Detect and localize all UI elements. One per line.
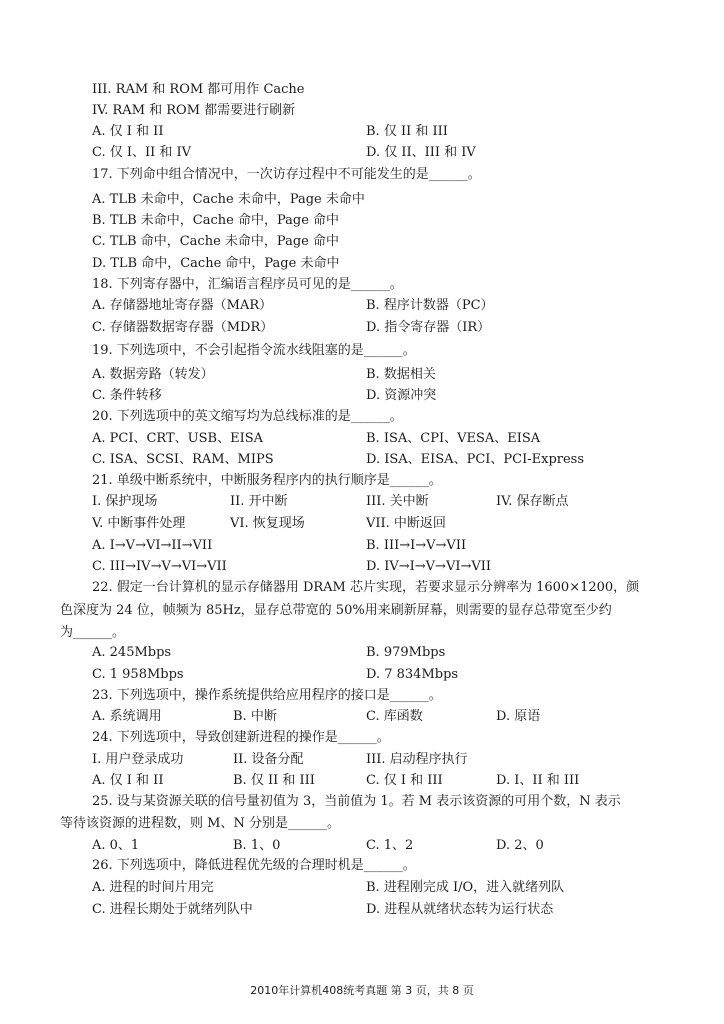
option-b: B. 仅 II 和 III — [233, 773, 315, 788]
option-b: B. 中断 — [233, 709, 277, 724]
text-line: IV. RAM 和 ROM 都需要进行刷新 — [92, 103, 296, 118]
step-item: I. 用户登录成功 — [92, 752, 184, 767]
question-17: 17. 下列命中组合情况中，一次访存过程中不可能发生的是______。 — [92, 167, 481, 182]
option-b: B. 进程刚完成 I/O，进入就绪列队 — [366, 880, 565, 895]
option-c: C. 库函数 — [366, 709, 423, 724]
option-b: B. ISA、CPI、VESA、EISA — [366, 431, 541, 446]
step-item: VII. 中断返回 — [366, 516, 446, 531]
option-c: C. III→IV→V→VI→VII — [92, 559, 227, 574]
option-d: D. I、II 和 III — [496, 773, 580, 788]
option-a: A. 0、1 — [92, 838, 140, 853]
option-c: C. 进程长期处于就绪列队中 — [92, 902, 253, 917]
step-item: I. 保护现场 — [92, 494, 158, 509]
step-item: II. 设备分配 — [233, 752, 304, 767]
step-item: III. 关中断 — [366, 494, 429, 509]
option-b: B. 程序计数器（PC） — [366, 298, 494, 313]
option-b: B. 数据相关 — [366, 367, 436, 382]
option-c: C. 1 958Mbps — [92, 667, 184, 682]
option-c: C. 存储器数据寄存器（MDR） — [92, 320, 274, 335]
option-a: A. 存储器地址寄存器（MAR） — [92, 298, 273, 313]
step-item: VI. 恢复现场 — [230, 516, 305, 531]
text-line: 等待该资源的进程数，则 M、N 分别是______。 — [60, 816, 340, 831]
option-a: A. PCI、CRT、USB、EISA — [92, 431, 263, 446]
question-18: 18. 下列寄存器中，汇编语言程序员可见的是______。 — [92, 277, 403, 292]
option-d: D. 2、0 — [496, 838, 544, 853]
option-b: B. TLB 未命中，Cache 命中，Page 命中 — [92, 213, 340, 228]
option-d: D. 资源冲突 — [366, 388, 437, 403]
question-19: 19. 下列选项中，不会引起指令流水线阻塞的是______。 — [92, 343, 416, 358]
option-b: B. III→I→V→VII — [366, 538, 467, 553]
option-c: C. TLB 命中，Cache 未命中，Page 命中 — [92, 234, 339, 249]
option-a: A. 245Mbps — [92, 645, 172, 660]
text-line: 色深度为 24 位，帧频为 85Hz，显存总带宽的 50%用来刷新屏幕，则需要的显存总带宽至少约 — [60, 603, 612, 618]
option-b: B. 979Mbps — [366, 645, 446, 660]
option-a: A. 系统调用 — [92, 709, 162, 724]
question-25: 25. 设与某资源关联的信号量初值为 3，当前值为 1。若 M 表示该资源的可用个数，N 表示 — [92, 794, 621, 809]
option-d: D. IV→I→V→VI→VII — [366, 559, 492, 574]
step-item: IV. 保存断点 — [496, 494, 569, 509]
option-d: D. TLB 命中，Cache 命中，Page 未命中 — [92, 256, 340, 271]
step-item: III. 启动程序执行 — [366, 752, 468, 767]
step-item: V. 中断事件处理 — [92, 516, 186, 531]
option-a: A. 仅 I 和 II — [92, 124, 164, 139]
text-line: III. RAM 和 ROM 都可用作 Cache — [92, 82, 305, 97]
page-footer: 2010年计算机408统考真题 第 3 页，共 8 页 — [250, 984, 474, 997]
question-20: 20. 下列选项中的英文缩写均为总线标准的是______。 — [92, 409, 403, 424]
option-d: D. ISA、EISA、PCI、PCI-Express — [366, 452, 585, 467]
option-a: A. 仅 I 和 II — [92, 773, 164, 788]
option-d: D. 7 834Mbps — [366, 667, 459, 682]
question-23: 23. 下列选项中，操作系统提供给应用程序的接口是______。 — [92, 688, 442, 703]
question-22: 22. 假定一台计算机的显示存储器用 DRAM 芯片实现，若要求显示分辨率为 1600×1200，颜 — [92, 580, 640, 595]
option-d: D. 仅 II、III 和 IV — [366, 145, 476, 160]
option-d: D. 指令寄存器（IR） — [366, 320, 491, 335]
text-line: 为______。 — [60, 625, 126, 640]
option-c: C. 1、2 — [366, 838, 414, 853]
option-a: A. 进程的时间片用完 — [92, 880, 214, 895]
option-c: C. 仅 I 和 III — [366, 773, 443, 788]
option-c: C. 条件转移 — [92, 388, 162, 403]
option-a: A. I→V→VI→II→VII — [92, 538, 213, 553]
option-a: A. TLB 未命中，Cache 未命中，Page 未命中 — [92, 192, 365, 207]
option-c: C. ISA、SCSI、RAM、MIPS — [92, 452, 274, 467]
option-c: C. 仅 I、II 和 IV — [92, 145, 192, 160]
option-b: B. 1、0 — [233, 838, 281, 853]
question-21: 21. 单级中断系统中，中断服务程序内的执行顺序是______。 — [92, 473, 442, 488]
option-d: D. 进程从就绪状态转为运行状态 — [366, 902, 554, 917]
step-item: II. 开中断 — [230, 494, 288, 509]
option-b: B. 仅 II 和 III — [366, 124, 448, 139]
option-d: D. 原语 — [496, 709, 541, 724]
question-24: 24. 下列选项中，导致创建新进程的操作是______。 — [92, 730, 390, 745]
question-26: 26. 下列选项中，降低进程优先级的合理时机是______。 — [92, 858, 416, 873]
option-a: A. 数据旁路（转发） — [92, 367, 214, 382]
